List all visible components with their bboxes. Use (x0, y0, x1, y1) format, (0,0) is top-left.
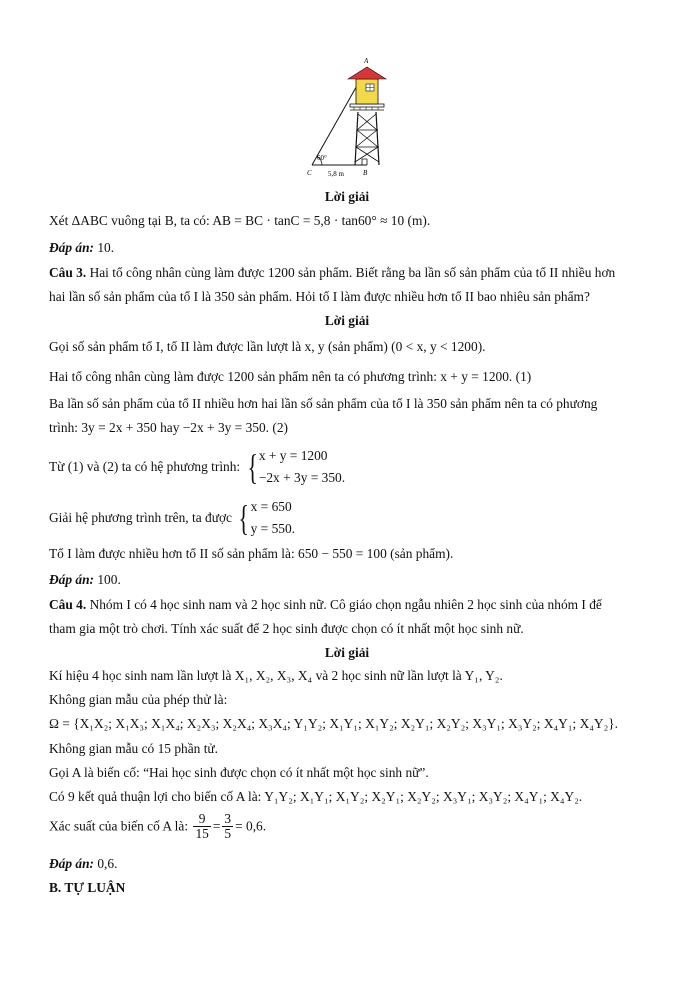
fraction-3-5 (222, 812, 233, 841)
vertex-b-label: B (363, 169, 368, 177)
question-number: Câu 4. (49, 597, 87, 612)
brace-symbol: { (246, 447, 258, 487)
equals-sign: = (212, 818, 221, 834)
solve-eq1: x = 650 (250, 499, 292, 514)
cau4-answer (49, 856, 117, 872)
system-eq1: x + y = 1200 (258, 448, 328, 463)
solve-equations (251, 496, 295, 540)
cau4-line4: Không gian mẫu có 15 phần tử. (49, 741, 219, 756)
cau3-line4: trình: 3y = 2x + 350 hay −2x + 3y = 350. (2) (49, 420, 288, 435)
question-number: Câu 3. (49, 265, 87, 280)
answer-label: Đáp án: (49, 240, 95, 255)
system-intro: Từ (1) và (2) ta có hệ phương trình: (49, 459, 241, 474)
answer-label: Đáp án: (49, 572, 95, 587)
cau4-probability (49, 812, 266, 841)
cau3-answer (49, 572, 121, 588)
answer-value: 0,6. (94, 856, 118, 871)
vertex-a-label: A (364, 57, 369, 65)
cau3-line1: Gọi số sản phẩm tổ I, tổ II làm được lần lượt là x, y (sản phẩm) (0 < x, y < 1200). (49, 339, 486, 354)
cau4-line2: Không gian mẫu của phép thử là: (49, 692, 228, 707)
cau3-conclusion: Tổ I làm được nhiều hơn tổ II số sản phẩm là: 650 − 550 = 100 (sản phẩm). (49, 546, 454, 561)
solve-eq2: y = 550. (250, 521, 296, 536)
frac-numerator: 3 (224, 811, 232, 826)
cau4-line5: Gọi A là biến cố: “Hai học sinh được chọn có ít nhất một học sinh nữ”. (49, 765, 429, 780)
frac-denominator: 5 (224, 826, 232, 841)
cau3-line2: Hai tổ công nhân cùng làm được 1200 sản phẩm nên ta có phương trình: x + y = 1200. (1) (49, 369, 532, 384)
vertex-c-label: C (307, 169, 312, 177)
cau3-question-line2: hai lần số sản phẩm của tổ I là 350 sản phẩm. Hỏi tổ I làm được nhiều hơn tổ II bao nhiêu sản phẩm? (49, 289, 590, 304)
system-eq2: −2x + 3y = 350. (258, 470, 346, 485)
answer-value: 10. (94, 240, 115, 255)
angle-label: 60° (317, 154, 327, 162)
cau4-sample-space: Ω = {X₁X₂; X₁X₃; X₁X₄; X₂X₃; X₂X₄; X₃X₄; Y₁Y₂; X₁Y₁; X₁Y₂; X₂Y₁; X₂Y₂; X₃Y₁; X₃Y₂; X₄Y₁; X₄Y₂}. (49, 716, 619, 731)
frac-numerator: 9 (193, 812, 210, 827)
cau4-line6: Có 9 kết quả thuận lợi cho biến cố A là: Y₁Y₂; X₁Y₁; X₁Y₂; X₂Y₁; X₂Y₂; X₃Y₁; X₃Y₂; X₄Y₁; X₄Y₂. (49, 789, 583, 804)
cau3-heading: Lời giải (324, 313, 370, 328)
cau2-answer (49, 240, 114, 256)
brace-symbol: { (238, 498, 250, 538)
cau3-line3: Ba lần số sản phẩm của tổ II nhiều hơn hai lần số sản phẩm của tổ I là 350 sản phẩm nên ta có phương (49, 396, 598, 411)
question-text: Nhóm I có 4 học sinh nam và 2 học sinh nữ. Cô giáo chọn ngẫu nhiên 2 học sinh của nhóm I để (86, 597, 602, 612)
fraction-9-15 (193, 812, 210, 841)
cau2-solution: Xét ΔABC vuông tại B, ta có: AB = BC · tanC = 5,8 · tan60° ≈ 10 (m). (49, 213, 431, 228)
prob-result: = 0,6. (235, 818, 267, 834)
prob-intro: Xác suất của biến cố A là: (49, 818, 189, 834)
cau3-solve (49, 496, 295, 540)
frac-denominator: 15 (195, 826, 209, 841)
system-equations (259, 445, 345, 489)
tower-figure (300, 52, 400, 180)
question-text: Hai tổ công nhân cùng làm được 1200 sản phẩm. Biết rằng ba lần số sản phẩm của tổ II nhiều hơn (86, 265, 616, 280)
cau3-question-line1 (49, 265, 615, 281)
cau4-line1: Kí hiệu 4 học sinh nam lần lượt là X₁, X₂, X₃, X₄ và 2 học sinh nữ lần lượt là Y₁, Y₂. (49, 668, 503, 683)
cau4-heading: Lời giải (324, 645, 370, 660)
cau2-heading: Lời giải (324, 189, 370, 204)
distance-label: 5,8 m (328, 170, 344, 178)
cau4-question-line2: tham gia một trò chơi. Tính xác suất để 2 học sinh được chọn có ít nhất một học sinh nữ. (49, 621, 524, 636)
answer-value: 100. (94, 572, 121, 587)
section-b-heading: B. TỰ LUẬN (49, 880, 126, 895)
cau4-question-line1 (49, 597, 602, 613)
cau3-system (49, 445, 345, 489)
answer-label: Đáp án: (49, 856, 95, 871)
solve-intro: Giải hệ phương trình trên, ta được (49, 510, 232, 525)
